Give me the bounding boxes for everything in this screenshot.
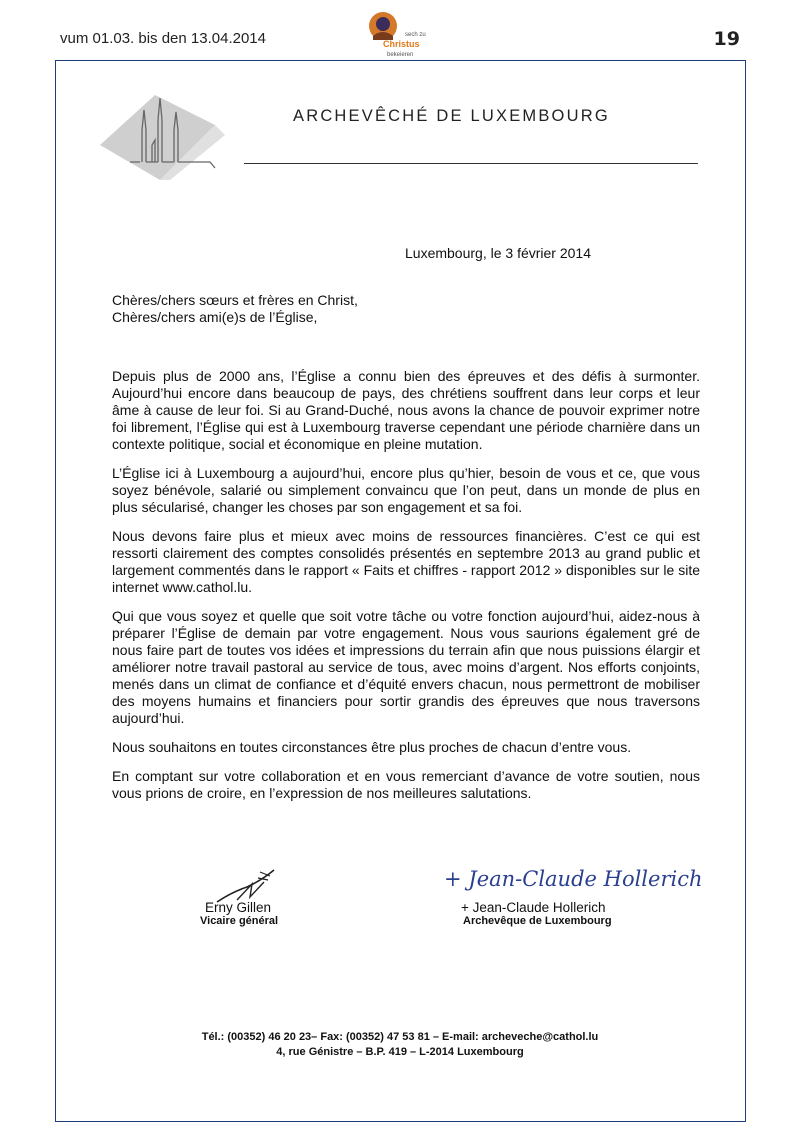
paragraph: En comptant sur votre collaboration et en vous remerciant d’avance de votre soutien, nous vous prions de croire, en l’expression de nos meilleures salutations. xyxy=(112,768,700,801)
page-number: 19 xyxy=(713,28,740,50)
salutation-line: Chères/chers sœurs et frères en Christ, xyxy=(112,292,358,308)
handwritten-signature: + Jean-Claude Hollerich xyxy=(444,867,703,891)
logo-line3: bekeieren xyxy=(387,52,414,58)
signer-right-role: Archevêque de Luxembourg xyxy=(463,915,612,927)
signature-hollerich xyxy=(444,858,703,903)
paragraph: L’Église ici à Luxembourg a aujourd’hui, encore plus qu’hier, besoin de vous et ce, que vous soyez bénévole, salarié ou simplement convaincu que l’on peut, dans un monde de plus en plus sécularisé, changer les choses par son engagement et sa foi. xyxy=(112,465,700,515)
campaign-logo xyxy=(363,6,427,62)
footer-contact: Tél.: (00352) 46 20 23– Fax: (00352) 47 53 81 – E-mail: archeveche@cathol.lu xyxy=(201,1031,599,1043)
letterhead-rule xyxy=(244,163,698,164)
signer-right-name: + Jean-Claude Hollerich xyxy=(461,900,606,915)
header-date-range: vum 01.03. bis den 13.04.2014 xyxy=(60,30,266,47)
logo-line2: Christus xyxy=(383,39,420,49)
footer-address: 4, rue Génistre – B.P. 419 – L-2014 Luxembourg xyxy=(276,1046,524,1058)
paragraph: Nous devons faire plus et mieux avec moins de ressources financières. C’est ce qui est ressorti clairement des comptes consolidés présentés en septembre 2013 au grand public et largement commentés dans le rapport « Faits et chiffres - rapport 2012 » disponibles sur le site internet www.cathol.lu. xyxy=(112,528,700,595)
letter-date: Luxembourg, le 3 février 2014 xyxy=(405,245,591,261)
signer-left-role: Vicaire général xyxy=(200,915,279,927)
paragraph: Qui que vous soyez et quelle que soit votre tâche ou votre fonction aujourd’hui, aidez-nous à préparer l’Église de demain par votre engagement. Nous vous saurions également gré de nous faire part de toutes vos idées et impressions du terrain afin que nous puissions élargir et améliorer notre travail pastoral au service de tous, avec moins d’argent. Nos efforts conjoints, menés dans un climat de confiance et d’équité envers chacun, nous permettront de mobiliser des moyens humains et financiers pour sortir grandis des épreuves que nous traversons aujourd’hui. xyxy=(112,608,700,726)
salutation xyxy=(112,292,358,326)
letterhead-title: ARCHEVÊCHÉ DE LUXEMBOURG xyxy=(293,107,610,125)
signer-left-name: Erny Gillen xyxy=(205,900,272,915)
paragraph: Nous souhaitons en toutes circonstances être plus proches de chacun d’entre vous. xyxy=(112,739,632,755)
logo-line1: sech zu xyxy=(405,32,426,38)
paragraph: Depuis plus de 2000 ans, l’Église a connu bien des épreuves et des défis à surmonter. Aujourd’hui encore dans beaucoup de pays, des chrétiens souffrent dans leur corps et leur âme à cause de leur foi. Si au Grand-Duché, nous avons la chance de pouvoir exprimer notre foi librement, l’Église qui est à Luxembourg traverse cependant une période charnière dans un contexte politique, social et économique en pleine mutation. xyxy=(112,368,700,452)
letter-body xyxy=(112,368,700,814)
salutation-line: Chères/chers ami(e)s de l’Église, xyxy=(112,309,318,325)
cathedral-logo-icon xyxy=(100,90,230,180)
